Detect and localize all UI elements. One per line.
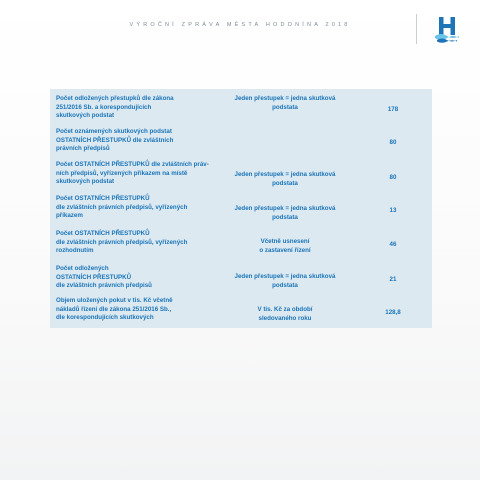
- row-description: Počet odložených přestupků dle zákona 251/2016 Sb. a korespondujících skutkových podstat: [56, 95, 174, 120]
- row-value: 13: [389, 207, 397, 214]
- header-divider: [416, 14, 417, 44]
- row-value: 46: [389, 241, 397, 248]
- row-note: Jeden přestupek = jedna skutková podstata: [234, 273, 336, 289]
- row-note: Jeden přestupek = jedna skutková podstata: [234, 205, 336, 221]
- row-description: Počet oznámených skutkových podstat OSTATNÍCH PŘESTUPKŮ dle zvláštních právních předpisů: [56, 128, 174, 153]
- offenses-table: [50, 89, 432, 328]
- row-note: V tis. Kč za období sledovaného roku: [257, 306, 313, 322]
- row-description: Počet OSTATNÍCH PŘESTUPKŮ dle zvláštních právních předpisů, vyřízených rozhodnutím: [56, 230, 188, 255]
- row-description: Počet odložených OSTATNÍCH PŘESTUPKŮ dle zvláštních právních předpisů: [56, 265, 152, 290]
- row-value: 128,8: [385, 309, 401, 316]
- row-value: 178: [387, 106, 399, 113]
- row-description: Objem uložených pokut v tis. Kč včetně nákladů řízení dle zákona 251/2016 Sb., dle korespondujících skutkových: [56, 297, 173, 322]
- row-note: Včetně usnesení o zastavení řízení: [259, 238, 311, 254]
- row-value: 80: [389, 174, 397, 181]
- row-note: Jeden přestupek = jedna skutková podstata: [234, 171, 336, 187]
- hodonin-logo-icon: [432, 14, 462, 44]
- row-note: Jeden přestupek = jedna skutková podstata: [234, 95, 336, 111]
- row-description: Počet OSTATNÍCH PŘESTUPKŮ dle zvláštních práv- ních předpisů, vyřízených příkazem na místě skutkových podstat: [56, 161, 209, 186]
- row-description: Počet OSTATNÍCH PŘESTUPKŮ dle zvláštních právních předpisů, vyřízených příkazem: [56, 195, 188, 220]
- row-value: 21: [389, 276, 397, 283]
- page-header-title: VÝROČNÍ ZPRÁVA MĚSTA HODONÍNA 2018: [129, 22, 351, 28]
- row-value: 80: [389, 139, 397, 146]
